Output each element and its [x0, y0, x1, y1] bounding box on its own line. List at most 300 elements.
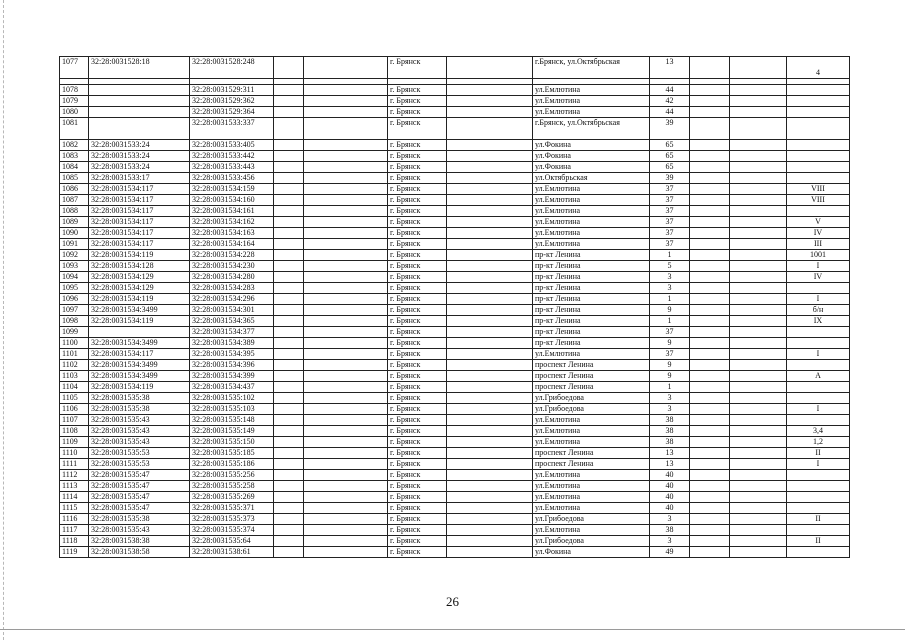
cell-empty [690, 228, 730, 239]
cell-premises-number [787, 360, 850, 371]
cell-record-number: 1106 [60, 404, 89, 415]
cell-city: г. Брянск [388, 415, 447, 426]
table-row [60, 371, 850, 382]
cell-street: пр-кт Ленина [533, 316, 650, 327]
cell-empty [304, 107, 388, 118]
cell-empty [690, 107, 730, 118]
cell-empty [690, 261, 730, 272]
cell-cadastral-number: 32:28:0031534:162 [190, 217, 274, 228]
cell-empty [730, 404, 787, 415]
cell-empty [730, 118, 787, 140]
cell-house-number: 38 [650, 525, 690, 536]
cell-cadastral-number: 32:28:0031534:159 [190, 184, 274, 195]
cell-empty [274, 349, 304, 360]
table-row [60, 437, 850, 448]
cell-cadastral-number: 32:28:0031534:389 [190, 338, 274, 349]
cell-empty [274, 228, 304, 239]
cell-empty [730, 184, 787, 195]
cell-empty [274, 547, 304, 558]
cell-premises-number [787, 327, 850, 338]
table-row [60, 536, 850, 547]
cell-premises-number [787, 173, 850, 184]
cell-parent-cadastral-number [89, 96, 190, 107]
table-row [60, 481, 850, 492]
cell-city: г. Брянск [388, 250, 447, 261]
cell-empty [274, 470, 304, 481]
table-row [60, 514, 850, 525]
cell-record-number: 1079 [60, 96, 89, 107]
cell-empty [730, 283, 787, 294]
cell-house-number: 40 [650, 492, 690, 503]
cell-city: г. Брянск [388, 228, 447, 239]
cell-parent-cadastral-number: 32:28:0031538:38 [89, 536, 190, 547]
cell-premises-number [787, 206, 850, 217]
cell-premises-number: III [787, 239, 850, 250]
cell-empty [304, 448, 388, 459]
cell-parent-cadastral-number: 32:28:0031534:119 [89, 294, 190, 305]
cell-empty [690, 305, 730, 316]
cell-parent-cadastral-number: 32:28:0031535:38 [89, 514, 190, 525]
cell-empty [447, 393, 533, 404]
cell-empty [690, 349, 730, 360]
cell-premises-number [787, 470, 850, 481]
cell-empty [447, 525, 533, 536]
cell-empty [690, 327, 730, 338]
table-row [60, 151, 850, 162]
cell-house-number: 13 [650, 459, 690, 470]
cell-house-number: 37 [650, 239, 690, 250]
cell-empty [730, 195, 787, 206]
cell-record-number: 1107 [60, 415, 89, 426]
cell-parent-cadastral-number: 32:28:0031535:43 [89, 437, 190, 448]
cell-empty [447, 536, 533, 547]
cell-house-number: 3 [650, 404, 690, 415]
table-row [60, 415, 850, 426]
table-row [60, 294, 850, 305]
cell-record-number: 1111 [60, 459, 89, 470]
cell-city: г. Брянск [388, 349, 447, 360]
cell-parent-cadastral-number: 32:28:0031534:119 [89, 316, 190, 327]
cell-record-number: 1100 [60, 338, 89, 349]
cell-premises-number: I [787, 294, 850, 305]
cell-empty [304, 382, 388, 393]
cell-empty [304, 228, 388, 239]
cell-city: г. Брянск [388, 140, 447, 151]
cell-empty [690, 415, 730, 426]
cell-empty [447, 470, 533, 481]
cell-premises-number [787, 338, 850, 349]
cell-parent-cadastral-number: 32:28:0031533:17 [89, 173, 190, 184]
cell-street: ул.Фокина [533, 151, 650, 162]
cell-cadastral-number: 32:28:0031538:61 [190, 547, 274, 558]
cell-city: г. Брянск [388, 437, 447, 448]
cell-city: г. Брянск [388, 195, 447, 206]
cell-empty [730, 228, 787, 239]
cell-empty [304, 173, 388, 184]
cell-house-number: 9 [650, 338, 690, 349]
cell-empty [730, 151, 787, 162]
cell-empty [447, 547, 533, 558]
cell-empty [730, 360, 787, 371]
cell-empty [274, 261, 304, 272]
table-row [60, 217, 850, 228]
cell-city: г. Брянск [388, 57, 447, 79]
cell-cadastral-number: 32:28:0031535:150 [190, 437, 274, 448]
cell-empty [730, 393, 787, 404]
cell-street: ул.Емлютина [533, 239, 650, 250]
cell-city: г. Брянск [388, 173, 447, 184]
cell-record-number: 1078 [60, 85, 89, 96]
cell-empty [690, 206, 730, 217]
cell-house-number: 65 [650, 162, 690, 173]
cell-empty [690, 239, 730, 250]
cell-parent-cadastral-number: 32:28:0031534:117 [89, 239, 190, 250]
cell-cadastral-number: 32:28:0031534:301 [190, 305, 274, 316]
cell-premises-number [787, 492, 850, 503]
cell-empty [304, 184, 388, 195]
cell-empty [690, 294, 730, 305]
cell-premises-number [787, 481, 850, 492]
cell-parent-cadastral-number: 32:28:0031533:24 [89, 151, 190, 162]
cell-record-number: 1116 [60, 514, 89, 525]
cell-house-number: 37 [650, 327, 690, 338]
cell-empty [274, 404, 304, 415]
cell-house-number: 42 [650, 96, 690, 107]
cell-empty [730, 305, 787, 316]
cell-empty [690, 118, 730, 140]
cell-empty [274, 272, 304, 283]
cell-empty [447, 316, 533, 327]
cell-empty [304, 360, 388, 371]
cell-premises-number [787, 393, 850, 404]
cell-record-number: 1085 [60, 173, 89, 184]
cell-empty [690, 217, 730, 228]
cell-empty [730, 294, 787, 305]
cell-parent-cadastral-number [89, 118, 190, 140]
cell-record-number: 1119 [60, 547, 89, 558]
cell-cadastral-number: 32:28:0031534:283 [190, 283, 274, 294]
cell-city: г. Брянск [388, 239, 447, 250]
cell-parent-cadastral-number [89, 85, 190, 96]
cell-empty [304, 437, 388, 448]
cell-parent-cadastral-number: 32:28:0031534:128 [89, 261, 190, 272]
cell-house-number: 38 [650, 415, 690, 426]
cell-empty [447, 173, 533, 184]
cell-cadastral-number: 32:28:0031534:161 [190, 206, 274, 217]
cell-parent-cadastral-number: 32:28:0031534:129 [89, 272, 190, 283]
cell-empty [730, 503, 787, 514]
cell-empty [304, 85, 388, 96]
cell-empty [730, 448, 787, 459]
cell-city: г. Брянск [388, 206, 447, 217]
cell-cadastral-number: 32:28:0031534:228 [190, 250, 274, 261]
cell-empty [690, 85, 730, 96]
cell-empty [730, 239, 787, 250]
cell-city: г. Брянск [388, 283, 447, 294]
cell-empty [730, 382, 787, 393]
cell-parent-cadastral-number: 32:28:0031535:43 [89, 426, 190, 437]
cell-empty [690, 503, 730, 514]
cell-street: ул.Фокина [533, 140, 650, 151]
cell-street: ул.Емлютина [533, 206, 650, 217]
cell-street: ул.Фокина [533, 547, 650, 558]
cell-cadastral-number: 32:28:0031534:365 [190, 316, 274, 327]
cell-empty [730, 140, 787, 151]
cell-street: проспект Ленина [533, 448, 650, 459]
cell-empty [447, 140, 533, 151]
cell-parent-cadastral-number: 32:28:0031535:47 [89, 481, 190, 492]
cell-empty [690, 547, 730, 558]
cell-empty [274, 382, 304, 393]
cell-cadastral-number: 32:28:0031534:377 [190, 327, 274, 338]
cell-street: пр-кт Ленина [533, 294, 650, 305]
cell-city: г. Брянск [388, 393, 447, 404]
cell-city: г. Брянск [388, 525, 447, 536]
cell-city: г. Брянск [388, 316, 447, 327]
cell-parent-cadastral-number: 32:28:0031534:117 [89, 195, 190, 206]
cell-city: г. Брянск [388, 151, 447, 162]
cell-record-number: 1101 [60, 349, 89, 360]
cell-cadastral-number: 32:28:0031534:160 [190, 195, 274, 206]
cell-empty [274, 360, 304, 371]
cell-house-number: 37 [650, 217, 690, 228]
cell-parent-cadastral-number: 32:28:0031534:119 [89, 250, 190, 261]
cell-empty [730, 57, 787, 79]
cell-street: ул.Грибоедова [533, 393, 650, 404]
cell-record-number: 1081 [60, 118, 89, 140]
cell-parent-cadastral-number: 32:28:0031528:18 [89, 57, 190, 79]
cell-street: проспект Ленина [533, 360, 650, 371]
cell-cadastral-number: 32:28:0031535:102 [190, 393, 274, 404]
cell-cadastral-number: 32:28:0031533:405 [190, 140, 274, 151]
cell-premises-number: IV [787, 272, 850, 283]
cell-empty [447, 261, 533, 272]
cell-cadastral-number: 32:28:0031535:186 [190, 459, 274, 470]
cell-street: ул.Емлютина [533, 184, 650, 195]
cell-empty [690, 393, 730, 404]
cell-empty [304, 415, 388, 426]
cell-empty [274, 57, 304, 79]
cell-parent-cadastral-number: 32:28:0031535:53 [89, 459, 190, 470]
cell-empty [274, 415, 304, 426]
table-row [60, 162, 850, 173]
cell-record-number: 1114 [60, 492, 89, 503]
cell-empty [304, 371, 388, 382]
cell-empty [730, 371, 787, 382]
cell-empty [274, 371, 304, 382]
table-row [60, 140, 850, 151]
cell-empty [447, 283, 533, 294]
cell-cadastral-number: 32:28:0031535:371 [190, 503, 274, 514]
cell-street: пр-кт Ленина [533, 338, 650, 349]
cell-premises-number [787, 96, 850, 107]
cell-empty [730, 547, 787, 558]
cell-city: г. Брянск [388, 327, 447, 338]
cell-parent-cadastral-number: 32:28:0031534:129 [89, 283, 190, 294]
cell-street: ул.Октябрьская [533, 173, 650, 184]
cell-street: ул.Емлютина [533, 349, 650, 360]
table-row [60, 184, 850, 195]
cell-premises-number: I [787, 349, 850, 360]
cell-house-number: 3 [650, 393, 690, 404]
cell-parent-cadastral-number: 32:28:0031534:117 [89, 217, 190, 228]
cell-house-number: 1 [650, 316, 690, 327]
cell-cadastral-number: 32:28:0031533:337 [190, 118, 274, 140]
cell-empty [274, 492, 304, 503]
cell-street: ул.Емлютина [533, 415, 650, 426]
cell-house-number: 37 [650, 349, 690, 360]
cell-empty [690, 96, 730, 107]
cell-city: г. Брянск [388, 470, 447, 481]
cell-premises-number: VIII [787, 195, 850, 206]
cell-house-number: 40 [650, 481, 690, 492]
cell-empty [304, 261, 388, 272]
cell-empty [690, 448, 730, 459]
cell-house-number: 5 [650, 261, 690, 272]
cell-empty [274, 239, 304, 250]
cell-empty [690, 140, 730, 151]
cell-empty [730, 426, 787, 437]
cell-record-number: 1110 [60, 448, 89, 459]
cell-empty [274, 525, 304, 536]
cell-premises-number: б/н [787, 305, 850, 316]
table-row [60, 85, 850, 96]
cell-empty [447, 239, 533, 250]
cell-empty [304, 492, 388, 503]
table-row [60, 470, 850, 481]
cell-empty [690, 481, 730, 492]
cell-city: г. Брянск [388, 481, 447, 492]
cell-empty [274, 173, 304, 184]
cell-empty [274, 393, 304, 404]
table-row [60, 492, 850, 503]
cell-cadastral-number: 32:28:0031534:396 [190, 360, 274, 371]
cell-street: г.Брянск, ул.Октябрьская [533, 118, 650, 140]
cell-empty [274, 217, 304, 228]
cell-city: г. Брянск [388, 503, 447, 514]
cell-empty [304, 272, 388, 283]
table-row [60, 206, 850, 217]
cell-record-number: 1083 [60, 151, 89, 162]
cell-city: г. Брянск [388, 294, 447, 305]
cell-house-number: 3 [650, 272, 690, 283]
cell-empty [730, 250, 787, 261]
cell-empty [730, 173, 787, 184]
cell-cadastral-number: 32:28:0031534:296 [190, 294, 274, 305]
cell-empty [447, 415, 533, 426]
cell-record-number: 1090 [60, 228, 89, 239]
cell-empty [304, 514, 388, 525]
cell-house-number: 1 [650, 250, 690, 261]
cell-city: г. Брянск [388, 360, 447, 371]
table-row [60, 239, 850, 250]
cell-empty [447, 404, 533, 415]
cell-city: г. Брянск [388, 404, 447, 415]
cell-empty [730, 85, 787, 96]
cell-house-number: 3 [650, 283, 690, 294]
cell-city: г. Брянск [388, 96, 447, 107]
table-row [60, 195, 850, 206]
cell-empty [447, 338, 533, 349]
cell-parent-cadastral-number [89, 327, 190, 338]
cell-empty [730, 217, 787, 228]
cell-record-number: 1077 [60, 57, 89, 79]
cell-empty [730, 272, 787, 283]
cell-empty [274, 206, 304, 217]
cell-premises-number: 4 [787, 57, 850, 79]
cell-house-number: 39 [650, 173, 690, 184]
cell-empty [304, 239, 388, 250]
cell-empty [274, 283, 304, 294]
cell-empty [447, 448, 533, 459]
cell-empty [447, 107, 533, 118]
cell-empty [730, 459, 787, 470]
cell-empty [690, 525, 730, 536]
cell-parent-cadastral-number: 32:28:0031535:53 [89, 448, 190, 459]
cell-parent-cadastral-number: 32:28:0031534:117 [89, 184, 190, 195]
cell-empty [274, 107, 304, 118]
cell-empty [690, 338, 730, 349]
cell-parent-cadastral-number: 32:28:0031535:43 [89, 525, 190, 536]
cell-street: ул.Емлютина [533, 437, 650, 448]
cell-record-number: 1086 [60, 184, 89, 195]
cell-premises-number: I [787, 459, 850, 470]
table-row [60, 57, 850, 79]
table-row [60, 327, 850, 338]
cell-empty [274, 96, 304, 107]
cell-empty [274, 503, 304, 514]
cell-house-number: 44 [650, 85, 690, 96]
cell-premises-number: II [787, 448, 850, 459]
cell-parent-cadastral-number: 32:28:0031535:43 [89, 415, 190, 426]
cell-empty [304, 525, 388, 536]
cell-empty [304, 162, 388, 173]
table-row [60, 283, 850, 294]
property-register-table [59, 56, 850, 558]
cell-house-number: 9 [650, 371, 690, 382]
cell-premises-number: VIII [787, 184, 850, 195]
cell-empty [274, 459, 304, 470]
cell-empty [274, 481, 304, 492]
table-row [60, 459, 850, 470]
cell-house-number: 65 [650, 140, 690, 151]
cell-record-number: 1095 [60, 283, 89, 294]
cell-parent-cadastral-number: 32:28:0031535:38 [89, 393, 190, 404]
cell-empty [447, 426, 533, 437]
cell-cadastral-number: 32:28:0031535:103 [190, 404, 274, 415]
cell-street: ул.Грибоедова [533, 514, 650, 525]
cell-empty [304, 338, 388, 349]
cell-empty [447, 327, 533, 338]
cell-parent-cadastral-number: 32:28:0031535:38 [89, 404, 190, 415]
cell-street: пр-кт Ленина [533, 272, 650, 283]
cell-empty [690, 283, 730, 294]
table-row [60, 448, 850, 459]
cell-record-number: 1094 [60, 272, 89, 283]
cell-street: ул.Емлютина [533, 195, 650, 206]
cell-premises-number [787, 547, 850, 558]
cell-cadastral-number: 32:28:0031535:374 [190, 525, 274, 536]
cell-empty [304, 316, 388, 327]
cell-cadastral-number: 32:28:0031535:373 [190, 514, 274, 525]
cell-empty [447, 250, 533, 261]
cell-city: г. Брянск [388, 448, 447, 459]
cell-record-number: 1117 [60, 525, 89, 536]
cell-street: пр-кт Ленина [533, 305, 650, 316]
cell-record-number: 1087 [60, 195, 89, 206]
cell-parent-cadastral-number: 32:28:0031534:117 [89, 206, 190, 217]
cell-record-number: 1080 [60, 107, 89, 118]
